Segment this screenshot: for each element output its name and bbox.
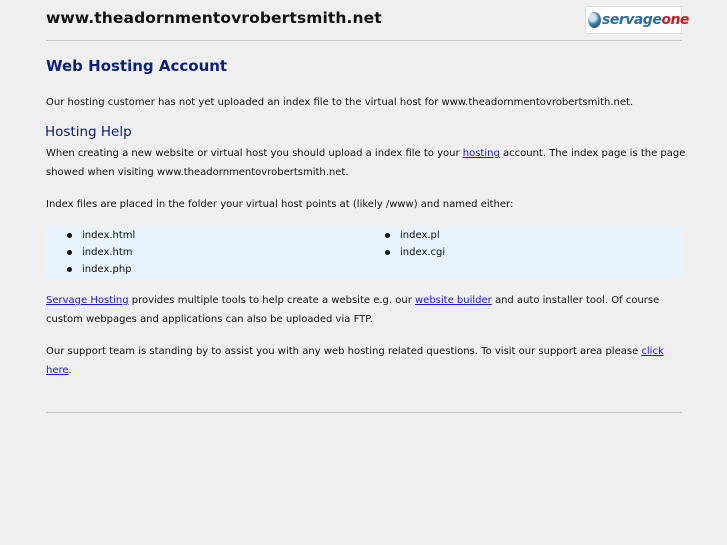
list-item: index.pl xyxy=(400,230,440,241)
hosting-link[interactable]: hosting xyxy=(462,148,500,159)
globe-icon xyxy=(588,12,601,28)
servage-hosting-link[interactable]: Servage Hosting xyxy=(46,295,129,306)
page-title: Web Hosting Account xyxy=(46,57,228,75)
bottom-divider xyxy=(46,412,682,413)
click-here-link[interactable]: click here xyxy=(46,346,664,376)
help-heading: Hosting Help xyxy=(45,124,132,140)
support-paragraph: Our support team is standing by to assist you with any web hosting related questions. To visit our support area please click here. xyxy=(46,346,664,376)
help-paragraph: When creating a new website or virtual host you should upload a index file to your hosting account. The index page is the page showed when visiting www.theadornmentovrobertsmith.net. xyxy=(46,148,686,178)
top-divider xyxy=(46,40,682,41)
list-item: index.html xyxy=(82,230,136,241)
index-intro: Index files are placed in the folder your virtual host points at (likely /www) and named either: xyxy=(46,199,514,210)
site-title: www.theadornmentovrobertsmith.net xyxy=(46,9,382,27)
tools-paragraph: Servage Hosting provides multiple tools to help create a website e.g. our website builder and auto installer tool. Of course custom webpages and applications can also be uploaded via FTP. xyxy=(46,295,660,325)
website-builder-link[interactable]: website builder xyxy=(414,295,492,306)
index-files-list xyxy=(46,226,682,279)
intro-text: Our hosting customer has not yet uploaded an index file to the virtual host for www.theadornmentovrobertsmith.net. xyxy=(46,97,634,108)
list-item: index.htm xyxy=(82,247,133,258)
list-item: index.php xyxy=(82,264,132,275)
logo-text: servageone xyxy=(602,12,689,28)
list-item: index.cgi xyxy=(400,247,446,258)
servage-logo[interactable] xyxy=(585,6,689,34)
